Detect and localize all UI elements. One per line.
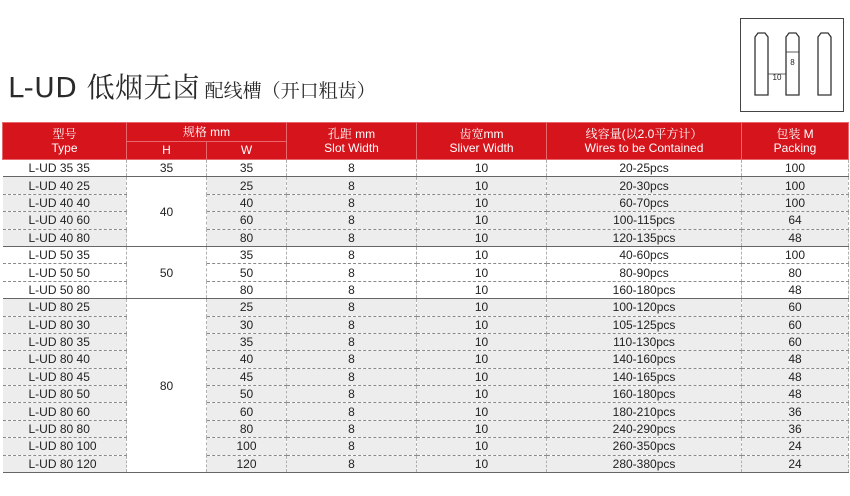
cell-slot: 8: [287, 246, 417, 263]
cell-pack: 64: [742, 212, 849, 229]
cell-w: 50: [207, 264, 287, 281]
header-packing: 包装 M Packing: [742, 123, 849, 160]
cell-type: L-UD 80 40: [3, 351, 127, 368]
cell-type: L-UD 80 120: [3, 455, 127, 472]
cell-sliver: 10: [417, 455, 547, 472]
trunking-teeth-illustration: [741, 19, 842, 110]
cell-w: 35: [207, 160, 287, 177]
cell-pack: 100: [742, 194, 849, 211]
table-row: [3, 299, 849, 316]
cell-sliver: 10: [417, 386, 547, 403]
cell-slot: 8: [287, 403, 417, 420]
cell-wires: 100-120pcs: [547, 299, 742, 316]
cell-slot: 8: [287, 281, 417, 298]
cell-pack: 48: [742, 351, 849, 368]
cell-slot: 8: [287, 333, 417, 350]
cell-sliver: 10: [417, 403, 547, 420]
cell-type: L-UD 80 60: [3, 403, 127, 420]
cell-sliver: 10: [417, 212, 547, 229]
cell-pack: 36: [742, 403, 849, 420]
cell-wires: 160-180pcs: [547, 281, 742, 298]
cell-wires: 260-350pcs: [547, 438, 742, 455]
cell-wires: 40-60pcs: [547, 246, 742, 263]
cell-type: L-UD 40 40: [3, 194, 127, 211]
cell-w: 40: [207, 351, 287, 368]
cell-w: 30: [207, 316, 287, 333]
cell-pack: 100: [742, 160, 849, 177]
cell-slot: 8: [287, 438, 417, 455]
cell-type: L-UD 80 80: [3, 420, 127, 437]
cell-wires: 280-380pcs: [547, 455, 742, 472]
header-wires: 线容量(以2.0平方计） Wires to be Contained: [547, 123, 742, 160]
cell-wires: 60-70pcs: [547, 194, 742, 211]
cell-pack: 24: [742, 438, 849, 455]
cell-w: 45: [207, 368, 287, 385]
cell-type: L-UD 40 25: [3, 177, 127, 194]
cell-slot: 8: [287, 160, 417, 177]
header-sliver: 齿宽mm Sliver Width: [417, 123, 547, 160]
cell-w: 80: [207, 229, 287, 246]
cell-type: L-UD 50 80: [3, 281, 127, 298]
title-main: L-UD 低烟无卤: [8, 71, 201, 104]
dim-label-10: 10: [772, 73, 782, 82]
cell-sliver: 10: [417, 438, 547, 455]
cell-pack: 24: [742, 455, 849, 472]
spec-table-header: [3, 123, 849, 160]
cell-w: 60: [207, 403, 287, 420]
cell-slot: 8: [287, 177, 417, 194]
cell-type: L-UD 80 50: [3, 386, 127, 403]
cell-pack: 36: [742, 420, 849, 437]
cell-wires: 105-125pcs: [547, 316, 742, 333]
cell-h: 80: [127, 299, 207, 473]
cell-wires: 140-160pcs: [547, 351, 742, 368]
cell-slot: 8: [287, 455, 417, 472]
header-type: 型号 Type: [3, 123, 127, 160]
table-row: [3, 246, 849, 263]
cell-type: L-UD 80 45: [3, 368, 127, 385]
header-h: H: [127, 141, 207, 160]
cell-sliver: 10: [417, 299, 547, 316]
cell-slot: 8: [287, 368, 417, 385]
header-spec: 规格 mm: [127, 123, 287, 142]
cell-wires: 240-290pcs: [547, 420, 742, 437]
cell-pack: 60: [742, 299, 849, 316]
header-w: W: [207, 141, 287, 160]
cell-h: 50: [127, 246, 207, 298]
cell-pack: 48: [742, 281, 849, 298]
cross-section-diagram: [740, 18, 844, 112]
cell-w: 80: [207, 420, 287, 437]
cell-w: 60: [207, 212, 287, 229]
cell-slot: 8: [287, 386, 417, 403]
title-sub: 配线槽（开口粗齿）: [204, 80, 376, 102]
cell-pack: 48: [742, 229, 849, 246]
cell-pack: 60: [742, 333, 849, 350]
cell-sliver: 10: [417, 194, 547, 211]
cell-w: 120: [207, 455, 287, 472]
cell-wires: 180-210pcs: [547, 403, 742, 420]
cell-type: L-UD 40 60: [3, 212, 127, 229]
cell-sliver: 10: [417, 264, 547, 281]
cell-w: 35: [207, 246, 287, 263]
cell-w: 100: [207, 438, 287, 455]
page-title: [8, 66, 376, 106]
cell-slot: 8: [287, 194, 417, 211]
cell-slot: 8: [287, 420, 417, 437]
spec-table-body: [3, 160, 849, 473]
cell-wires: 140-165pcs: [547, 368, 742, 385]
cell-w: 25: [207, 299, 287, 316]
cell-pack: 60: [742, 316, 849, 333]
cell-pack: 100: [742, 177, 849, 194]
cell-type: L-UD 40 80: [3, 229, 127, 246]
cell-slot: 8: [287, 229, 417, 246]
cell-slot: 8: [287, 212, 417, 229]
cell-wires: 110-130pcs: [547, 333, 742, 350]
cell-type: L-UD 80 100: [3, 438, 127, 455]
cell-slot: 8: [287, 316, 417, 333]
cell-pack: 80: [742, 264, 849, 281]
cell-pack: 48: [742, 368, 849, 385]
dim-label-8: 8: [790, 58, 795, 67]
cell-h: 40: [127, 177, 207, 247]
cell-type: L-UD 80 30: [3, 316, 127, 333]
cell-pack: 100: [742, 246, 849, 263]
cell-type: L-UD 80 35: [3, 333, 127, 350]
cell-w: 35: [207, 333, 287, 350]
cell-sliver: 10: [417, 351, 547, 368]
cell-type: L-UD 50 35: [3, 246, 127, 263]
cell-sliver: 10: [417, 368, 547, 385]
cell-type: L-UD 35 35: [3, 160, 127, 177]
table-row: [3, 177, 849, 194]
cell-wires: 80-90pcs: [547, 264, 742, 281]
cell-type: L-UD 80 25: [3, 299, 127, 316]
cell-sliver: 10: [417, 177, 547, 194]
cell-sliver: 10: [417, 420, 547, 437]
table-row: [3, 160, 849, 177]
cell-sliver: 10: [417, 229, 547, 246]
cell-wires: 20-25pcs: [547, 160, 742, 177]
cell-sliver: 10: [417, 160, 547, 177]
cell-sliver: 10: [417, 246, 547, 263]
cell-pack: 48: [742, 386, 849, 403]
cell-sliver: 10: [417, 281, 547, 298]
cell-wires: 160-180pcs: [547, 386, 742, 403]
cell-slot: 8: [287, 299, 417, 316]
header-slot: 孔距 mm Slot Width: [287, 123, 417, 160]
cell-slot: 8: [287, 351, 417, 368]
cell-w: 50: [207, 386, 287, 403]
cell-h: 35: [127, 160, 207, 177]
cell-wires: 120-135pcs: [547, 229, 742, 246]
cell-sliver: 10: [417, 316, 547, 333]
cell-wires: 100-115pcs: [547, 212, 742, 229]
cell-sliver: 10: [417, 333, 547, 350]
cell-slot: 8: [287, 264, 417, 281]
cell-type: L-UD 50 50: [3, 264, 127, 281]
cell-w: 25: [207, 177, 287, 194]
cell-wires: 20-30pcs: [547, 177, 742, 194]
cell-w: 40: [207, 194, 287, 211]
cell-w: 80: [207, 281, 287, 298]
spec-table: [2, 122, 849, 473]
